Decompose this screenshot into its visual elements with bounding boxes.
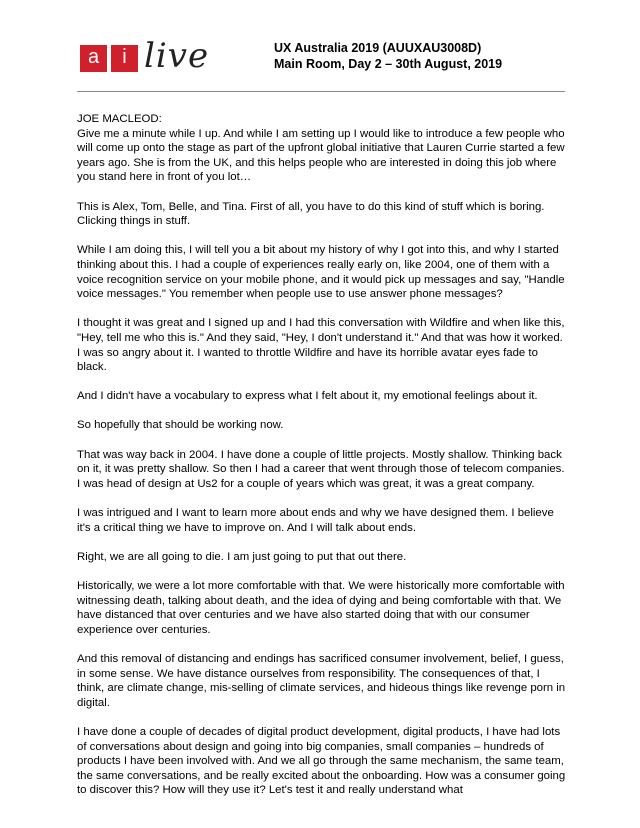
paragraph-text: Give me a minute while I up. And while I am setting up I would like to introduce a few people who will come up onto the stage as part of the upfront global initiative that Lauren Currie started a few years ago. She is from the UK, and this helps people who are interested in doing this job where you stand here in front of you lot… bbox=[77, 127, 565, 184]
event-title-line-2: Main Room, Day 2 – 30th August, 2019 bbox=[274, 57, 503, 71]
transcript-paragraph: And I didn't have a vocabulary to express what I felt about it, my emotional feelings about it. bbox=[77, 390, 538, 403]
event-title bbox=[274, 40, 502, 72]
transcript-paragraph: This is Alex, Tom, Belle, and Tina. First of all, you have to do this kind of stuff which is boring. Clicking things in stuff. bbox=[77, 200, 545, 228]
logo-word-live: live bbox=[144, 36, 210, 76]
transcript-paragraph: That was way back in 2004. I have done a couple of little projects. Mostly shallow. Thinking back on it, it was pretty shallow. So then I had a career that went through those of telecom companies. I was head of design at Us2 for a couple of years which was great, it was a great company. bbox=[77, 448, 565, 490]
transcript-body bbox=[77, 112, 567, 813]
header-divider bbox=[77, 91, 565, 92]
transcript-paragraph: Right, we are all going to die. I am just going to put that out there. bbox=[77, 550, 407, 563]
transcript-paragraph: So hopefully that should be working now. bbox=[77, 419, 284, 432]
ai-live-logo bbox=[80, 38, 215, 80]
transcript-paragraph: Historically, we were a lot more comfortable with that. We were historically more comfortable with witnessing death, talking about death, and the idea of dying and being comfortable with that. We have distanced that over centuries and we have also started doing that with our consumer experience over centuries. bbox=[77, 580, 565, 636]
event-title-line-1: UX Australia 2019 (AUUXAU3008D) bbox=[274, 41, 482, 55]
speaker-name: JOE MACLEOD: bbox=[77, 113, 162, 125]
transcript-paragraph: I have done a couple of decades of digital product development, digital products, I have had lots of conversations about design and going into big companies, small companies – hundreds of products I have been involved with. And we all go through the same mechanism, the same team, the same conversations, and be really excited about the onboarding. How was a consumer going to discover this? How will they use it? Let's test it and really understand what bbox=[77, 725, 566, 797]
transcript-paragraph bbox=[77, 112, 567, 185]
transcript-paragraph: And this removal of distancing and endings has sacrificed consumer involvement, belief, I guess, in some sense. We have distance ourselves from responsibility. The consequences of that, I think, are climate change, mis-selling of climate services, and hideous things like revenge porn in digital. bbox=[77, 652, 566, 709]
transcript-paragraph: While I am doing this, I will tell you a bit about my history of why I got into this, and why I started thinking about this. I had a couple of experiences really early on, like 2004, one of them with a voice recognition service on your mobile phone, and it would pick up messages and say, "Handle voice messages." You remember when people use to use answer phone messages? bbox=[77, 244, 565, 301]
transcript-paragraph: I was intrigued and I want to learn more about ends and why we have designed them. I believe it's a critical thing we have to improve on. And I will talk about ends. bbox=[77, 507, 554, 534]
transcript-paragraph: I thought it was great and I signed up and I had this conversation with Wildfire and when like this, "Hey, tell me who this is." And they said, "Hey, I don't understand it." And that was how it worked. I was so angry about it. I wanted to throttle Wildfire and have its horrible avatar eyes fade to black. bbox=[77, 317, 565, 374]
logo-letter-a: a bbox=[80, 45, 107, 72]
logo-letter-i: i bbox=[111, 45, 138, 72]
